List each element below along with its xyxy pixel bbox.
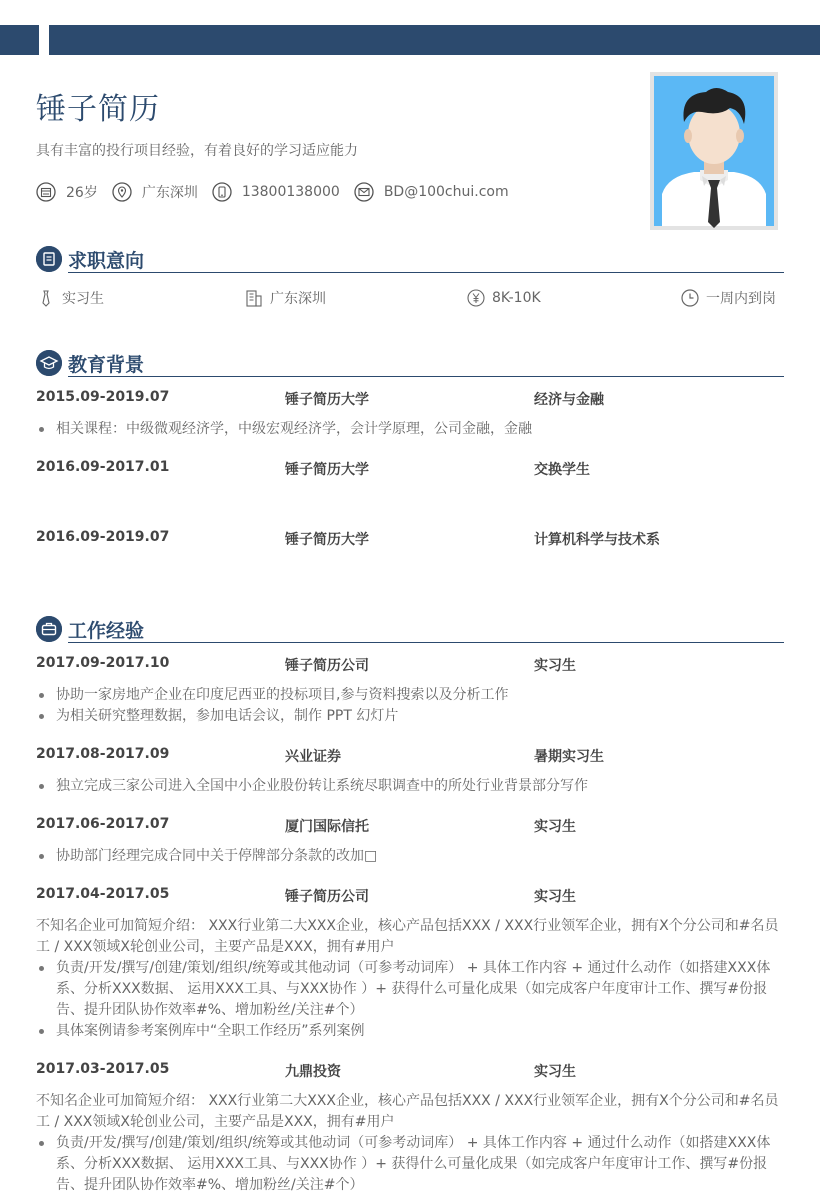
profile-photo — [650, 72, 778, 230]
edu-details-1 — [36, 419, 788, 440]
work-details-4 — [36, 958, 788, 1042]
work-company: 锤子简历公司 — [285, 889, 369, 905]
work-details-2 — [36, 776, 788, 797]
edu-school: 锤子简历大学 — [285, 532, 369, 548]
tie-icon — [36, 288, 56, 308]
section-title-job-intent: 求职意向 — [68, 250, 145, 272]
header-bar-right — [49, 25, 820, 55]
contact-email-text: BD@100chui.com — [383, 184, 509, 200]
contact-location-text: 广东深圳 — [141, 185, 198, 201]
work-entry-2 — [36, 746, 784, 766]
contact-age — [36, 182, 98, 202]
section-divider — [68, 272, 784, 273]
intent-city — [244, 286, 326, 310]
resume-name: 锤子简历 — [36, 92, 160, 127]
email-icon — [354, 182, 374, 202]
intent-availability-text: 一周内到岗 — [706, 291, 776, 307]
list-item: 负责/开发/撰写/创建/策划/组织/统筹或其他动词（可参考动词库） + 具体工作内容 + 通过什么动作（如搭建XXX体系、分析XXX数据、 运用XXX工具、与XXX协作 ）+ 获得什么可量化成果（如完成客户年度审计工作、撰写#份报告、提升团队协作效率#%、增加粉丝/关注#个） — [36, 958, 788, 1021]
contact-location — [112, 182, 198, 202]
contact-email — [354, 182, 509, 202]
avatar — [654, 76, 774, 226]
intent-availability — [680, 286, 776, 310]
section-divider — [68, 642, 784, 643]
work-company: 厦门国际信托 — [285, 819, 369, 835]
work-role: 实习生 — [534, 889, 576, 905]
section-divider — [68, 376, 784, 377]
work-role: 实习生 — [534, 819, 576, 835]
work-company: 锤子简历公司 — [285, 658, 369, 674]
education-entry-1 — [36, 389, 784, 409]
job-intent-row — [36, 286, 784, 310]
edu-major: 计算机科学与技术系 — [534, 532, 660, 548]
edu-date: 2016.09-2017.01 — [36, 459, 170, 475]
contact-info — [36, 180, 523, 204]
edu-major: 交换学生 — [534, 462, 590, 478]
intent-salary-text: 8K-10K — [492, 290, 541, 306]
resume-tagline: 具有丰富的投行项目经验，有着良好的学习适应能力 — [36, 143, 358, 159]
section-job-intent — [36, 246, 784, 274]
section-title-work: 工作经验 — [68, 620, 145, 642]
list-item: 为相关研究整理数据，参加电话会议，制作 PPT 幻灯片 — [36, 706, 788, 727]
contact-phone — [212, 182, 340, 202]
work-entry-1 — [36, 655, 784, 675]
intent-position — [36, 286, 104, 310]
list-item: 相关课程：中级微观经济学，中级宏观经济学，会计学原理，公司金融，金融 — [36, 419, 788, 440]
work-role: 实习生 — [534, 658, 576, 674]
work-role: 实习生 — [534, 1064, 576, 1080]
work-entry-5 — [36, 1061, 784, 1081]
contact-age-text: 26岁 — [66, 185, 98, 201]
work-date: 2017.08-2017.09 — [36, 746, 170, 762]
edu-major: 经济与金融 — [534, 392, 604, 408]
briefcase-icon — [36, 616, 62, 642]
work-intro-5: 不知名企业可加简短介绍： XXX行业第二大XXX企业，核心产品包括XXX / XXX行业领军企业，拥有X个分公司和#名员工 / XXX领域X轮创业公司，主要产品是XXX，拥有#用户 — [36, 1093, 779, 1130]
work-role: 暑期实习生 — [534, 749, 604, 765]
edu-date: 2015.09-2019.07 — [36, 389, 170, 405]
section-education — [36, 350, 784, 378]
list-item: 协助一家房地产企业在印度尼西亚的投标项目,参与资料搜索以及分析工作 — [36, 685, 788, 706]
building-icon — [244, 288, 264, 308]
work-date: 2017.06-2017.07 — [36, 816, 170, 832]
intent-salary — [466, 286, 541, 310]
work-date: 2017.09-2017.10 — [36, 655, 170, 671]
work-details-3 — [36, 846, 788, 867]
work-entry-3 — [36, 816, 784, 836]
yen-icon — [466, 288, 486, 308]
edu-school: 锤子简历大学 — [285, 462, 369, 478]
graduation-cap-icon — [36, 350, 62, 376]
document-icon — [36, 246, 62, 272]
section-work — [36, 616, 784, 644]
work-details-1 — [36, 685, 788, 727]
contact-phone-text: 13800138000 — [241, 184, 340, 200]
list-item: 协助部门经理完成合同中关于停牌部分条款的改加□ — [36, 846, 788, 867]
work-details-5 — [36, 1133, 788, 1196]
clock-icon — [680, 288, 700, 308]
work-company: 九鼎投资 — [285, 1064, 341, 1080]
location-icon — [112, 182, 132, 202]
education-entry-2 — [36, 459, 784, 479]
phone-icon — [212, 182, 232, 202]
list-item: 独立完成三家公司进入全国中小企业股份转让系统尽职调查中的所处行业背景部分写作 — [36, 776, 788, 797]
calendar-icon — [36, 182, 56, 202]
section-title-education: 教育背景 — [68, 354, 145, 376]
work-date: 2017.03-2017.05 — [36, 1061, 170, 1077]
work-date: 2017.04-2017.05 — [36, 886, 170, 902]
education-entry-3 — [36, 529, 784, 549]
work-intro-4: 不知名企业可加简短介绍： XXX行业第二大XXX企业，核心产品包括XXX / XXX行业领军企业，拥有X个分公司和#名员工 / XXX领域X轮创业公司，主要产品是XXX，拥有#用户 — [36, 918, 779, 955]
list-item: 负责/开发/撰写/创建/策划/组织/统筹或其他动词（可参考动词库） + 具体工作内容 + 通过什么动作（如搭建XXX体系、分析XXX数据、 运用XXX工具、与XXX协作 ）+ 获得什么可量化成果（如完成客户年度审计工作、撰写#份报告、提升团队协作效率#%、增加粉丝/关注#个） — [36, 1133, 788, 1196]
edu-date: 2016.09-2019.07 — [36, 529, 170, 545]
work-company: 兴业证券 — [285, 749, 341, 765]
header-bar-left — [0, 25, 39, 55]
intent-city-text: 广东深圳 — [270, 291, 326, 307]
work-entry-4 — [36, 886, 784, 906]
edu-school: 锤子简历大学 — [285, 392, 369, 408]
intent-position-text: 实习生 — [62, 291, 104, 307]
list-item: 具体案例请参考案例库中“全职工作经历”系列案例 — [36, 1021, 788, 1042]
